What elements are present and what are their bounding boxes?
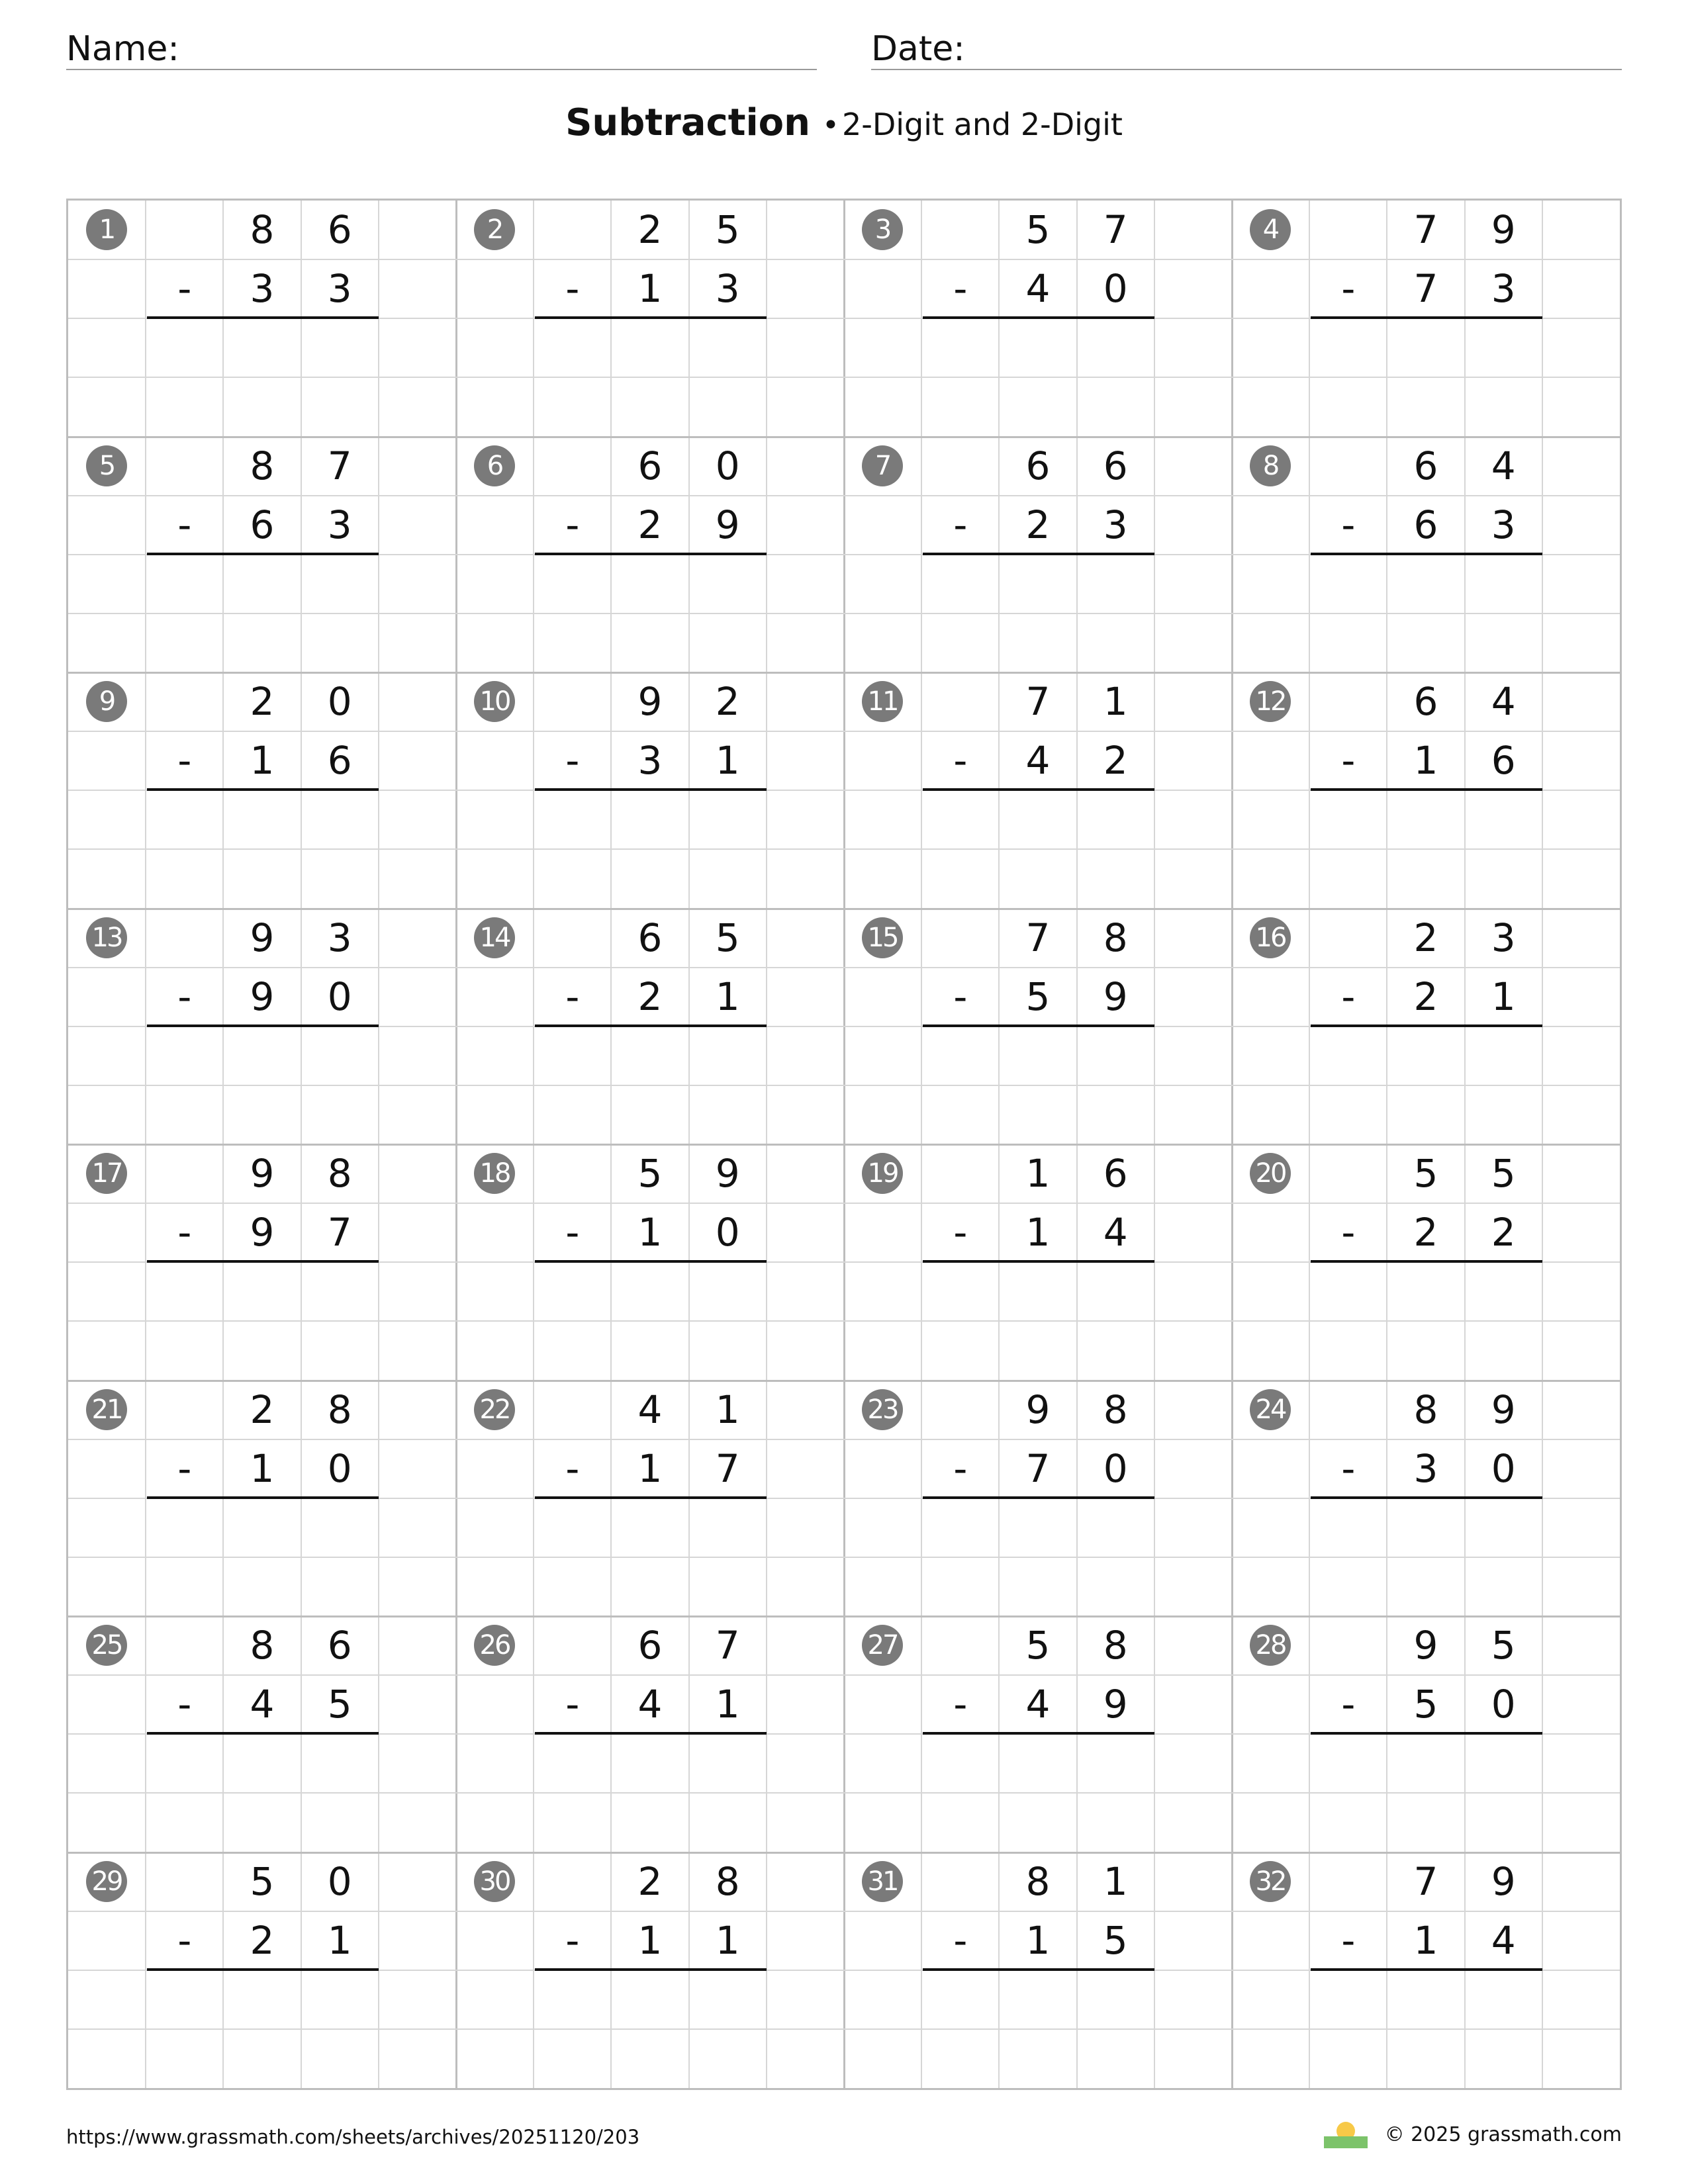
answer-area[interactable] <box>146 1498 379 1616</box>
subtrahend-ones-digit: 3 <box>1491 266 1516 312</box>
subtrahend-tens-digit: 4 <box>1025 738 1051 784</box>
problem-number-badge: 20 <box>1250 1153 1291 1194</box>
answer-area[interactable] <box>534 1262 767 1380</box>
answer-area[interactable] <box>1309 1262 1542 1380</box>
minus-sign: - <box>953 1445 968 1491</box>
date-underline <box>871 69 1622 70</box>
minuend-ones-digit: 6 <box>1103 1151 1128 1196</box>
problem-18 <box>456 1144 845 1381</box>
problem-number-badge: 25 <box>86 1625 127 1666</box>
minus-sign: - <box>953 1210 968 1255</box>
subtrahend-ones-digit: 6 <box>1491 738 1516 784</box>
subtrahend-ones-digit: 1 <box>715 1682 740 1727</box>
problem-32 <box>1232 1852 1621 2089</box>
minus-sign: - <box>177 1210 192 1255</box>
date-field[interactable] <box>871 20 1622 70</box>
subtrahend-ones-digit: 0 <box>715 1210 740 1255</box>
minuend-ones-digit: 4 <box>1491 443 1516 488</box>
answer-area[interactable] <box>921 790 1154 908</box>
problem-number-badge: 32 <box>1250 1861 1291 1902</box>
name-field[interactable] <box>66 20 817 70</box>
name-label: Name: <box>66 29 179 69</box>
problem-number-badge: 12 <box>1250 681 1291 722</box>
minus-sign: - <box>953 974 968 1019</box>
subtrahend-tens-digit: 7 <box>1025 1445 1051 1491</box>
subtrahend-tens-digit: 1 <box>1413 1917 1438 1963</box>
minus-sign: - <box>1341 1682 1356 1727</box>
name-underline <box>66 69 817 70</box>
minuend-tens-digit: 8 <box>250 1623 275 1668</box>
problem-9 <box>68 672 457 909</box>
subtrahend-tens-digit: 4 <box>1025 1682 1051 1727</box>
minuend-ones-digit: 9 <box>715 1151 740 1196</box>
subtrahend-ones-digit: 9 <box>1103 974 1128 1019</box>
subtrahend-tens-digit: 4 <box>637 1682 663 1727</box>
subtrahend-tens-digit: 2 <box>1413 1210 1438 1255</box>
problem-number-badge: 17 <box>86 1153 127 1194</box>
problem-14 <box>456 909 845 1145</box>
footer-url: https://www.grassmath.com/sheets/archives/20251120/203 <box>66 2126 640 2148</box>
problem-1 <box>68 201 457 437</box>
answer-area[interactable] <box>146 1262 379 1380</box>
problem-13 <box>68 909 457 1145</box>
problem-8 <box>1232 437 1621 673</box>
answer-area[interactable] <box>1309 555 1542 672</box>
subtrahend-tens-digit: 1 <box>1025 1917 1051 1963</box>
minuend-ones-digit: 8 <box>1103 1387 1128 1432</box>
problem-31 <box>844 1852 1233 2089</box>
minuend-tens-digit: 5 <box>637 1151 663 1196</box>
problem-19 <box>844 1144 1233 1381</box>
answer-area[interactable] <box>146 318 379 436</box>
answer-area[interactable] <box>1309 318 1542 436</box>
minus-sign: - <box>953 266 968 312</box>
subtrahend-tens-digit: 2 <box>250 1917 275 1963</box>
subtrahend-ones-digit: 7 <box>327 1210 352 1255</box>
minuend-tens-digit: 9 <box>1025 1387 1051 1432</box>
minuend-ones-digit: 7 <box>327 443 352 488</box>
problem-28 <box>1232 1616 1621 1852</box>
subtrahend-tens-digit: 1 <box>637 1210 663 1255</box>
minus-sign: - <box>565 1210 580 1255</box>
minus-sign: - <box>565 738 580 784</box>
problem-23 <box>844 1381 1233 1617</box>
minuend-tens-digit: 5 <box>250 1858 275 1904</box>
problem-number-badge: 8 <box>1250 445 1291 486</box>
problem-number-badge: 29 <box>86 1861 127 1902</box>
answer-area[interactable] <box>534 318 767 436</box>
minuend-tens-digit: 9 <box>250 915 275 960</box>
problem-number-badge: 9 <box>86 681 127 722</box>
problem-number-badge: 26 <box>474 1625 515 1666</box>
minuend-ones-digit: 5 <box>715 915 740 960</box>
problem-number-badge: 18 <box>474 1153 515 1194</box>
minus-sign: - <box>177 738 192 784</box>
subtrahend-ones-digit: 3 <box>715 266 740 312</box>
subtrahend-tens-digit: 5 <box>1025 974 1051 1019</box>
problem-number-badge: 14 <box>474 917 515 958</box>
subtrahend-tens-digit: 1 <box>250 1445 275 1491</box>
problem-22 <box>456 1381 845 1617</box>
minuend-ones-digit: 6 <box>327 1623 352 1668</box>
problem-number-badge: 13 <box>86 917 127 958</box>
minuend-tens-digit: 6 <box>1413 443 1438 488</box>
problem-number-badge: 22 <box>474 1389 515 1430</box>
minuend-tens-digit: 2 <box>1413 915 1438 960</box>
subtrahend-ones-digit: 6 <box>327 738 352 784</box>
problem-number-badge: 30 <box>474 1861 515 1902</box>
minuend-tens-digit: 6 <box>1413 679 1438 724</box>
problem-number-badge: 27 <box>862 1625 903 1666</box>
minuend-ones-digit: 3 <box>327 915 352 960</box>
subtrahend-ones-digit: 3 <box>327 266 352 312</box>
minuend-ones-digit: 5 <box>1491 1623 1516 1668</box>
subtrahend-ones-digit: 1 <box>715 1917 740 1963</box>
minus-sign: - <box>953 1682 968 1727</box>
minus-sign: - <box>953 502 968 547</box>
answer-area[interactable] <box>921 555 1154 672</box>
subtrahend-tens-digit: 3 <box>1413 1445 1438 1491</box>
problem-number-badge: 15 <box>862 917 903 958</box>
problem-number-badge: 1 <box>86 209 127 250</box>
subtrahend-ones-digit: 1 <box>327 1917 352 1963</box>
minuend-tens-digit: 8 <box>250 443 275 488</box>
problem-24 <box>1232 1381 1621 1617</box>
subtrahend-ones-digit: 2 <box>1103 738 1128 784</box>
minus-sign: - <box>177 266 192 312</box>
problem-20 <box>1232 1144 1621 1381</box>
problem-21 <box>68 1381 457 1617</box>
subtrahend-ones-digit: 1 <box>715 974 740 1019</box>
problem-number-badge: 5 <box>86 445 127 486</box>
title-subtitle: 2-Digit and 2-Digit <box>841 107 1123 142</box>
minus-sign: - <box>177 1917 192 1963</box>
subtrahend-tens-digit: 9 <box>250 974 275 1019</box>
subtrahend-ones-digit: 7 <box>715 1445 740 1491</box>
problem-3 <box>844 201 1233 437</box>
subtrahend-tens-digit: 4 <box>1025 266 1051 312</box>
subtrahend-ones-digit: 5 <box>327 1682 352 1727</box>
subtrahend-ones-digit: 3 <box>1491 502 1516 547</box>
answer-area[interactable] <box>146 1970 379 2088</box>
problem-number-badge: 3 <box>862 209 903 250</box>
subtrahend-ones-digit: 0 <box>327 974 352 1019</box>
minus-sign: - <box>177 502 192 547</box>
minuend-ones-digit: 8 <box>327 1387 352 1432</box>
answer-area[interactable] <box>534 1026 767 1144</box>
answer-area[interactable] <box>921 1262 1154 1380</box>
minuend-ones-digit: 3 <box>1491 915 1516 960</box>
problem-11 <box>844 672 1233 909</box>
subtrahend-ones-digit: 3 <box>1103 502 1128 547</box>
problem-number-badge: 7 <box>862 445 903 486</box>
minuend-tens-digit: 5 <box>1413 1151 1438 1196</box>
minuend-ones-digit: 6 <box>327 207 352 252</box>
answer-area[interactable] <box>534 1970 767 2088</box>
subtrahend-tens-digit: 2 <box>637 974 663 1019</box>
answer-area[interactable] <box>146 790 379 908</box>
problem-number-badge: 19 <box>862 1153 903 1194</box>
answer-area[interactable] <box>1309 1026 1542 1144</box>
subtrahend-ones-digit: 1 <box>1491 974 1516 1019</box>
problem-number-badge: 2 <box>474 209 515 250</box>
problem-number-badge: 21 <box>86 1389 127 1430</box>
minus-sign: - <box>1341 738 1356 784</box>
subtrahend-tens-digit: 5 <box>1413 1682 1438 1727</box>
minuend-ones-digit: 8 <box>1103 1623 1128 1668</box>
problem-number-badge: 24 <box>1250 1389 1291 1430</box>
subtrahend-ones-digit: 0 <box>327 1445 352 1491</box>
answer-area[interactable] <box>146 1734 379 1852</box>
minuend-tens-digit: 8 <box>250 207 275 252</box>
minuend-ones-digit: 1 <box>715 1387 740 1432</box>
subtrahend-tens-digit: 2 <box>1025 502 1051 547</box>
minuend-ones-digit: 9 <box>1491 1858 1516 1904</box>
footer-copyright-area <box>1324 2120 1622 2148</box>
minuend-tens-digit: 7 <box>1025 915 1051 960</box>
answer-area[interactable] <box>534 1498 767 1616</box>
minuend-tens-digit: 5 <box>1025 207 1051 252</box>
answer-area[interactable] <box>921 1498 1154 1616</box>
subtrahend-ones-digit: 2 <box>1491 1210 1516 1255</box>
minuend-tens-digit: 4 <box>637 1387 663 1432</box>
answer-area[interactable] <box>534 1734 767 1852</box>
subtrahend-tens-digit: 4 <box>250 1682 275 1727</box>
minuend-ones-digit: 7 <box>715 1623 740 1668</box>
minuend-ones-digit: 4 <box>1491 679 1516 724</box>
problem-6 <box>456 437 845 673</box>
answer-area[interactable] <box>534 555 767 672</box>
subtrahend-ones-digit: 1 <box>715 738 740 784</box>
answer-area[interactable] <box>921 1970 1154 2088</box>
subtrahend-tens-digit: 1 <box>1025 1210 1051 1255</box>
minuend-tens-digit: 6 <box>637 915 663 960</box>
minuend-ones-digit: 0 <box>327 1858 352 1904</box>
minuend-tens-digit: 7 <box>1413 207 1438 252</box>
problem-number-badge: 6 <box>474 445 515 486</box>
minuend-ones-digit: 0 <box>715 443 740 488</box>
minuend-tens-digit: 6 <box>637 1623 663 1668</box>
subtrahend-ones-digit: 5 <box>1103 1917 1128 1963</box>
minuend-tens-digit: 2 <box>637 1858 663 1904</box>
minuend-tens-digit: 5 <box>1025 1623 1051 1668</box>
problem-26 <box>456 1616 845 1852</box>
minuend-ones-digit: 7 <box>1103 207 1128 252</box>
subtrahend-tens-digit: 9 <box>250 1210 275 1255</box>
subtrahend-tens-digit: 7 <box>1413 266 1438 312</box>
subtrahend-ones-digit: 4 <box>1103 1210 1128 1255</box>
minuend-ones-digit: 8 <box>1103 915 1128 960</box>
subtrahend-tens-digit: 6 <box>1413 502 1438 547</box>
answer-area[interactable] <box>921 318 1154 436</box>
minuend-tens-digit: 7 <box>1025 679 1051 724</box>
minuend-tens-digit: 2 <box>250 679 275 724</box>
answer-area[interactable] <box>1309 790 1542 908</box>
date-label: Date: <box>871 29 965 69</box>
minus-sign: - <box>953 738 968 784</box>
minus-sign: - <box>1341 1445 1356 1491</box>
minus-sign: - <box>1341 502 1356 547</box>
minuend-tens-digit: 9 <box>250 1151 275 1196</box>
problem-number-badge: 31 <box>862 1861 903 1902</box>
minuend-ones-digit: 6 <box>1103 443 1128 488</box>
answer-area[interactable] <box>921 1026 1154 1144</box>
subtrahend-tens-digit: 1 <box>1413 738 1438 784</box>
minus-sign: - <box>953 1917 968 1963</box>
minus-sign: - <box>565 1445 580 1491</box>
grass-sun-logo-icon <box>1324 2120 1368 2148</box>
subtrahend-ones-digit: 0 <box>1491 1445 1516 1491</box>
subtrahend-tens-digit: 1 <box>637 1917 663 1963</box>
subtrahend-tens-digit: 3 <box>637 738 663 784</box>
answer-area[interactable] <box>1309 1498 1542 1616</box>
minus-sign: - <box>177 1445 192 1491</box>
problem-number-badge: 28 <box>1250 1625 1291 1666</box>
problem-number-badge: 23 <box>862 1389 903 1430</box>
minus-sign: - <box>1341 1210 1356 1255</box>
subtrahend-ones-digit: 4 <box>1491 1917 1516 1963</box>
problem-number-badge: 4 <box>1250 209 1291 250</box>
minus-sign: - <box>565 502 580 547</box>
minuend-tens-digit: 8 <box>1413 1387 1438 1432</box>
problem-16 <box>1232 909 1621 1145</box>
subtrahend-ones-digit: 9 <box>1103 1682 1128 1727</box>
problem-17 <box>68 1144 457 1381</box>
problem-15 <box>844 909 1233 1145</box>
problem-4 <box>1232 201 1621 437</box>
minuend-ones-digit: 9 <box>1491 1387 1516 1432</box>
problem-30 <box>456 1852 845 2089</box>
subtrahend-tens-digit: 3 <box>250 266 275 312</box>
minus-sign: - <box>565 1682 580 1727</box>
subtrahend-tens-digit: 1 <box>637 266 663 312</box>
minus-sign: - <box>565 266 580 312</box>
minuend-ones-digit: 1 <box>1103 679 1128 724</box>
minuend-ones-digit: 5 <box>1491 1151 1516 1196</box>
minuend-tens-digit: 2 <box>250 1387 275 1432</box>
minus-sign: - <box>565 1917 580 1963</box>
subtrahend-tens-digit: 2 <box>637 502 663 547</box>
minuend-ones-digit: 8 <box>715 1858 740 1904</box>
answer-area[interactable] <box>534 790 767 908</box>
subtrahend-tens-digit: 6 <box>250 502 275 547</box>
minuend-ones-digit: 2 <box>715 679 740 724</box>
subtrahend-tens-digit: 1 <box>637 1445 663 1491</box>
subtrahend-ones-digit: 0 <box>1103 266 1128 312</box>
answer-area[interactable] <box>1309 1734 1542 1852</box>
problem-27 <box>844 1616 1233 1852</box>
minuend-tens-digit: 1 <box>1025 1151 1051 1196</box>
page-title <box>0 101 1688 144</box>
answer-area[interactable] <box>146 555 379 672</box>
footer-copyright: © 2025 grassmath.com <box>1384 2122 1622 2146</box>
minuend-tens-digit: 9 <box>637 679 663 724</box>
minuend-tens-digit: 6 <box>637 443 663 488</box>
title-main: Subtraction <box>565 101 811 144</box>
problem-number-badge: 11 <box>862 681 903 722</box>
subtrahend-ones-digit: 9 <box>715 502 740 547</box>
minuend-ones-digit: 0 <box>327 679 352 724</box>
grass-shape <box>1324 2136 1368 2148</box>
title-bullet: • <box>822 109 839 142</box>
subtrahend-ones-digit: 3 <box>327 502 352 547</box>
minuend-tens-digit: 7 <box>1413 1858 1438 1904</box>
problem-10 <box>456 672 845 909</box>
subtrahend-tens-digit: 1 <box>250 738 275 784</box>
problem-7 <box>844 437 1233 673</box>
minuend-ones-digit: 5 <box>715 207 740 252</box>
subtrahend-tens-digit: 2 <box>1413 974 1438 1019</box>
minus-sign: - <box>1341 974 1356 1019</box>
problem-25 <box>68 1616 457 1852</box>
minuend-tens-digit: 9 <box>1413 1623 1438 1668</box>
minus-sign: - <box>177 1682 192 1727</box>
problem-12 <box>1232 672 1621 909</box>
answer-area[interactable] <box>921 1734 1154 1852</box>
problem-2 <box>456 201 845 437</box>
minus-sign: - <box>565 974 580 1019</box>
subtrahend-ones-digit: 0 <box>1491 1682 1516 1727</box>
problem-29 <box>68 1852 457 2089</box>
worksheet-grid <box>66 199 1622 2090</box>
problem-number-badge: 16 <box>1250 917 1291 958</box>
answer-area[interactable] <box>1309 1970 1542 2088</box>
problem-5 <box>68 437 457 673</box>
minuend-tens-digit: 6 <box>1025 443 1051 488</box>
minuend-ones-digit: 1 <box>1103 1858 1128 1904</box>
minuend-tens-digit: 8 <box>1025 1858 1051 1904</box>
minuend-ones-digit: 8 <box>327 1151 352 1196</box>
minus-sign: - <box>1341 1917 1356 1963</box>
problem-number-badge: 10 <box>474 681 515 722</box>
minuend-tens-digit: 2 <box>637 207 663 252</box>
subtrahend-ones-digit: 0 <box>1103 1445 1128 1491</box>
minus-sign: - <box>177 974 192 1019</box>
minus-sign: - <box>1341 266 1356 312</box>
answer-area[interactable] <box>146 1026 379 1144</box>
minuend-ones-digit: 9 <box>1491 207 1516 252</box>
